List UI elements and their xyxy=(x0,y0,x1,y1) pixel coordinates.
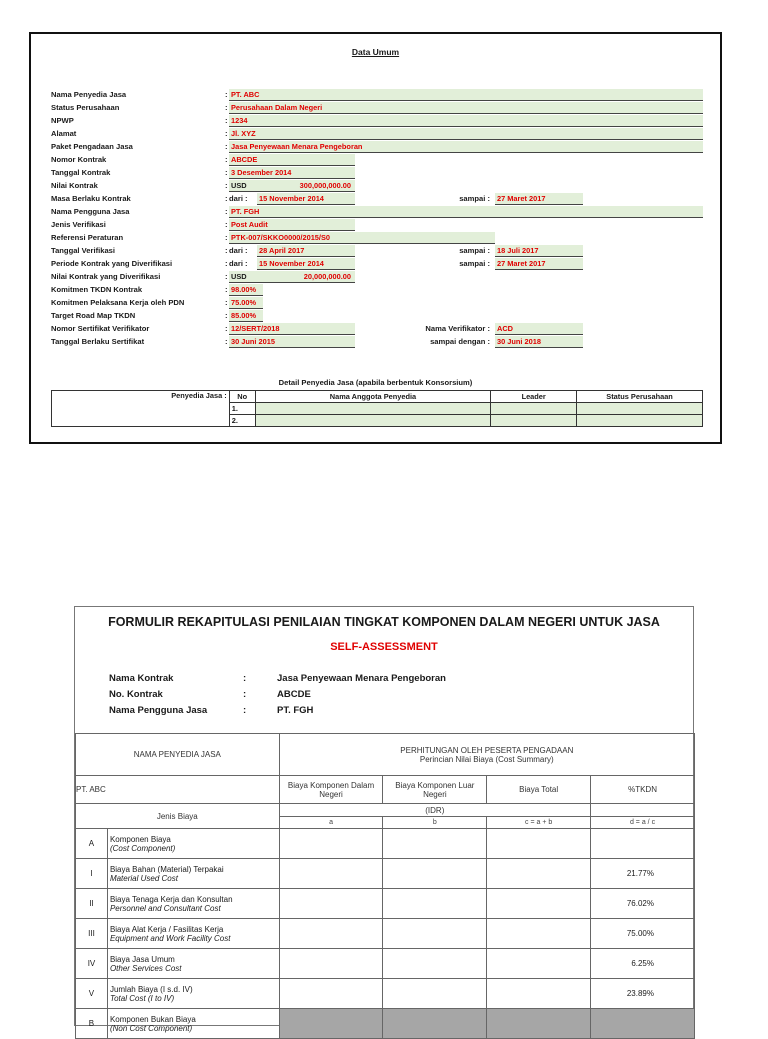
field-value[interactable]: Jasa Penyewaan Menara Pengeboran xyxy=(229,141,703,153)
formulir-title: FORMULIR REKAPITULASI PENILAIAN TINGKAT KOMPONEN DALAM NEGERI UNTUK JASA xyxy=(108,615,660,629)
field-value[interactable]: PT. FGH xyxy=(229,206,703,218)
penyedia-jasa-label: Penyedia Jasa : xyxy=(52,391,230,427)
field-label: Periode Kontrak yang Diverifikasi xyxy=(51,259,173,268)
field-label: Alamat xyxy=(51,129,77,138)
cell-dn xyxy=(279,1009,383,1039)
field-label: Nama Penyedia Jasa xyxy=(51,90,127,99)
field-label: Nilai Kontrak xyxy=(51,181,98,190)
detail-penyedia-table xyxy=(51,390,703,427)
field-colon: : xyxy=(225,220,228,229)
field-prefix: dari : xyxy=(229,259,248,268)
field-nilai-kontrak xyxy=(31,180,720,193)
row-description xyxy=(107,949,279,979)
formula-a: a xyxy=(279,817,383,829)
field-value[interactable]: 15 November 2014 xyxy=(257,258,355,270)
cell-total[interactable] xyxy=(487,889,591,919)
row-name-en: Total Cost (I to IV) xyxy=(109,993,175,1003)
field-colon: : xyxy=(225,246,228,255)
cell-dn[interactable] xyxy=(279,889,383,919)
nama-anggota-cell[interactable] xyxy=(255,415,491,427)
cell-dn[interactable] xyxy=(279,859,383,889)
field-colon: : xyxy=(225,155,228,164)
row-number: 1. xyxy=(229,403,255,415)
leader-cell[interactable] xyxy=(491,403,577,415)
row-description xyxy=(107,919,279,949)
field-mid-label: Nama Verifikator : xyxy=(425,324,490,333)
cell-total[interactable] xyxy=(487,979,591,1009)
perhitungan-title: PERHITUNGAN OLEH PESERTA PENGADAAN xyxy=(400,745,574,755)
cell-tkdn: 6.25% xyxy=(591,949,695,979)
field-colon: : xyxy=(225,324,228,333)
field-mid-label: sampai : xyxy=(459,259,490,268)
unit-blank xyxy=(591,804,695,817)
field-colon: : xyxy=(225,311,228,320)
detail-header-row xyxy=(52,391,703,403)
field-colon: : xyxy=(225,181,228,190)
row-description xyxy=(107,829,279,859)
field-value[interactable]: 3 Desember 2014 xyxy=(229,167,355,179)
col-nama-anggota: Nama Anggota Penyedia xyxy=(255,391,491,403)
field-label: Komitmen Pelaksana Kerja oleh PDN xyxy=(51,298,185,307)
cell-tkdn: 21.77% xyxy=(591,859,695,889)
col-leader: Leader xyxy=(491,391,577,403)
field-label: Target Road Map TKDN xyxy=(51,311,136,320)
field-label: NPWP xyxy=(51,116,74,125)
field-colon: : xyxy=(225,233,228,242)
field-tanggal-berlaku-sertifikat xyxy=(31,336,720,349)
cell-ln[interactable] xyxy=(383,889,487,919)
field-value-2[interactable]: 30 Juni 2018 xyxy=(495,336,583,348)
row-name: Biaya Jasa Umum xyxy=(109,954,175,964)
field-value[interactable]: ABCDE xyxy=(229,154,355,166)
status-cell[interactable] xyxy=(577,415,703,427)
cell-total[interactable] xyxy=(487,919,591,949)
status-cell[interactable] xyxy=(577,403,703,415)
detail-penyedia-title: Detail Penyedia Jasa (apabila berbentuk Konsorsium) xyxy=(278,378,473,387)
nama-penyedia-header: NAMA PENYEDIA JASA xyxy=(76,734,280,776)
info-value: Jasa Penyewaan Menara Pengeboran xyxy=(277,673,446,684)
nama-anggota-cell[interactable] xyxy=(255,403,491,415)
field-colon: : xyxy=(225,116,228,125)
table-row xyxy=(76,919,695,949)
field-label: Nomor Kontrak xyxy=(51,155,107,164)
row-code: II xyxy=(76,889,108,919)
currency-label: USD xyxy=(231,181,247,190)
field-target-road-map xyxy=(31,310,720,323)
row-name-en: Other Services Cost xyxy=(109,963,182,973)
leader-cell[interactable] xyxy=(491,415,577,427)
table-row xyxy=(76,1009,695,1039)
field-colon: : xyxy=(225,337,228,346)
field-label: Tanggal Kontrak xyxy=(51,168,111,177)
row-code: V xyxy=(76,979,108,1009)
cell-total[interactable] xyxy=(487,949,591,979)
field-referensi-peraturan xyxy=(31,232,720,245)
row-number: 2. xyxy=(229,415,255,427)
field-nomor-sertifikat xyxy=(31,323,720,336)
field-value[interactable]: 1234 xyxy=(229,115,703,127)
info-label: No. Kontrak xyxy=(109,689,163,700)
row-code: I xyxy=(76,859,108,889)
amount-value: 300,000,000.00 xyxy=(299,181,351,190)
field-komitmen-tkdn xyxy=(31,284,720,297)
provider-name: PT. ABC xyxy=(76,776,280,804)
field-value[interactable]: PT. ABC xyxy=(229,89,703,101)
row-description xyxy=(107,889,279,919)
field-value[interactable]: Jl. XYZ xyxy=(229,128,703,140)
field-npwp xyxy=(31,115,720,128)
field-value[interactable]: 75.00% xyxy=(229,297,263,309)
field-label: Tanggal Berlaku Sertifikat xyxy=(51,337,145,346)
field-colon: : xyxy=(225,194,228,203)
field-colon: : xyxy=(225,103,228,112)
row-description xyxy=(107,979,279,1009)
field-value[interactable]: 12/SERT/2018 xyxy=(229,323,355,335)
field-status-perusahaan xyxy=(31,102,720,115)
row-name-en: (Non Cost Component) xyxy=(109,1023,193,1033)
field-label: Jenis Verifikasi xyxy=(51,220,106,229)
field-colon: : xyxy=(225,207,228,216)
perhitungan-subtitle: Perincian Nilai Biaya (Cost Summary) xyxy=(419,754,554,764)
row-code: A xyxy=(76,829,108,859)
field-periode-kontrak xyxy=(31,258,720,271)
field-value[interactable]: Post Audit xyxy=(229,219,355,231)
formulir-sheet xyxy=(74,606,694,1033)
cell-dn[interactable] xyxy=(279,829,383,859)
cell-tkdn: 75.00% xyxy=(591,919,695,949)
field-value-currency[interactable] xyxy=(229,271,355,283)
field-value[interactable]: Perusahaan Dalam Negeri xyxy=(229,102,703,114)
field-prefix: dari : xyxy=(229,194,248,203)
field-label: Referensi Peraturan xyxy=(51,233,124,242)
field-nama-penyedia-jasa xyxy=(31,89,720,102)
info-colon: : xyxy=(243,673,247,684)
cell-ln[interactable] xyxy=(383,979,487,1009)
cell-ln[interactable] xyxy=(383,949,487,979)
field-value-2[interactable]: 27 Maret 2017 xyxy=(495,193,583,205)
cell-total[interactable] xyxy=(487,829,591,859)
field-alamat xyxy=(31,128,720,141)
row-code: IV xyxy=(76,949,108,979)
field-value[interactable]: 28 April 2017 xyxy=(257,245,355,257)
row-code: B xyxy=(76,1009,108,1039)
field-colon: : xyxy=(225,90,228,99)
field-mid-label: sampai : xyxy=(459,246,490,255)
row-name: Komponen Bukan Biaya xyxy=(109,1014,196,1024)
field-prefix: dari : xyxy=(229,246,248,255)
info-label: Nama Kontrak xyxy=(109,673,174,684)
currency-label: USD xyxy=(231,272,247,281)
col-tkdn: %TKDN xyxy=(591,776,695,804)
field-label: Tanggal Verifikasi xyxy=(51,246,116,255)
field-value[interactable]: PTK-007/SKKO0000/2015/S0 xyxy=(229,232,495,244)
col-biaya-total: Biaya Total xyxy=(487,776,591,804)
field-colon: : xyxy=(225,142,228,151)
cell-dn[interactable] xyxy=(279,919,383,949)
field-komitmen-pelaksana xyxy=(31,297,720,310)
field-jenis-verifikasi xyxy=(31,219,720,232)
table-row xyxy=(76,889,695,919)
unit-label: (IDR) xyxy=(279,804,590,817)
table-row xyxy=(76,979,695,1009)
cell-ln[interactable] xyxy=(383,859,487,889)
amount-value: 20,000,000.00 xyxy=(303,272,351,281)
cell-total xyxy=(487,1009,591,1039)
cell-tkdn: 23.89% xyxy=(591,979,695,1009)
field-value[interactable]: 98.00% xyxy=(229,284,263,296)
col-biaya-ln: Biaya Komponen Luar Negeri xyxy=(383,776,487,804)
info-value: ABCDE xyxy=(277,689,311,700)
row-description xyxy=(107,1009,279,1039)
field-colon: : xyxy=(225,259,228,268)
field-mid-label: sampai : xyxy=(459,194,490,203)
data-umum-sheet xyxy=(29,32,722,444)
cell-total[interactable] xyxy=(487,859,591,889)
field-value-currency[interactable] xyxy=(229,180,355,192)
row-name: Komponen Biaya xyxy=(109,834,171,844)
cell-dn[interactable] xyxy=(279,979,383,1009)
field-value[interactable]: 15 November 2014 xyxy=(257,193,355,205)
header-row-2 xyxy=(76,776,695,804)
row-name: Biaya Bahan (Material) Terpakai xyxy=(109,864,224,874)
info-colon: : xyxy=(243,705,247,716)
field-label: Nomor Sertifikat Verifikator xyxy=(51,324,150,333)
field-nama-pengguna-jasa xyxy=(31,206,720,219)
field-label: Status Perusahaan xyxy=(51,103,120,112)
field-colon: : xyxy=(225,285,228,294)
formulir-subtitle: SELF-ASSESSMENT xyxy=(330,641,438,653)
row-code: III xyxy=(76,919,108,949)
field-colon: : xyxy=(225,168,228,177)
col-no: No xyxy=(229,391,255,403)
cell-tkdn xyxy=(591,1009,695,1039)
field-nomor-kontrak xyxy=(31,154,720,167)
row-description xyxy=(107,859,279,889)
formula-c: c = a + b xyxy=(487,817,591,829)
cell-ln[interactable] xyxy=(383,919,487,949)
field-label: Komitmen TKDN Kontrak xyxy=(51,285,143,294)
perhitungan-header xyxy=(279,734,694,776)
table-row xyxy=(76,949,695,979)
table-row xyxy=(76,859,695,889)
cell-ln xyxy=(383,1009,487,1039)
data-umum-title: Data Umum xyxy=(351,47,400,57)
field-label: Masa Berlaku Kontrak xyxy=(51,194,131,203)
field-label: Paket Pengadaan Jasa xyxy=(51,142,133,151)
field-colon: : xyxy=(225,298,228,307)
formula-b: b xyxy=(383,817,487,829)
col-status-perusahaan: Status Perusahaan xyxy=(577,391,703,403)
cell-ln[interactable] xyxy=(383,829,487,859)
row-name: Biaya Alat Kerja / Fasilitas Kerja xyxy=(109,924,224,934)
field-colon: : xyxy=(225,129,228,138)
table-row xyxy=(76,829,695,859)
jenis-biaya-header: Jenis Biaya xyxy=(76,804,280,829)
field-masa-berlaku-kontrak xyxy=(31,193,720,206)
field-nilai-kontrak-diverifikasi xyxy=(31,271,720,284)
field-value-2[interactable]: 18 Juli 2017 xyxy=(495,245,583,257)
cell-tkdn: 76.02% xyxy=(591,889,695,919)
row-name: Biaya Tenaga Kerja dan Konsultan xyxy=(109,894,233,904)
field-value-2[interactable]: ACD xyxy=(495,323,583,335)
info-colon: : xyxy=(243,689,247,700)
row-name-en: Personnel and Consultant Cost xyxy=(109,903,221,913)
cell-dn[interactable] xyxy=(279,949,383,979)
field-label: Nama Pengguna Jasa xyxy=(51,207,130,216)
header-row-3 xyxy=(76,804,695,817)
field-value-2[interactable]: 27 Maret 2017 xyxy=(495,258,583,270)
row-name-en: Equipment and Work Facility Cost xyxy=(109,933,231,943)
field-value[interactable]: 30 Juni 2015 xyxy=(229,336,355,348)
field-paket-pengadaan xyxy=(31,141,720,154)
field-mid-label: sampai dengan : xyxy=(430,337,490,346)
header-row-1 xyxy=(76,734,695,776)
info-value: PT. FGH xyxy=(277,705,314,716)
cell-tkdn xyxy=(591,829,695,859)
formula-d: d = a / c xyxy=(591,817,695,829)
info-label: Nama Pengguna Jasa xyxy=(109,705,208,716)
field-tanggal-verifikasi xyxy=(31,245,720,258)
field-colon: : xyxy=(225,272,228,281)
row-name-en: (Cost Component) xyxy=(109,843,176,853)
field-tanggal-kontrak xyxy=(31,167,720,180)
col-biaya-dn: Biaya Komponen Dalam Negeri xyxy=(279,776,383,804)
rekap-table xyxy=(75,733,695,1039)
field-label: Nilai Kontrak yang Diverifikasi xyxy=(51,272,161,281)
field-value[interactable]: 85.00% xyxy=(229,310,263,322)
row-name: Jumlah Biaya (I s.d. IV) xyxy=(109,984,193,994)
row-name-en: Material Used Cost xyxy=(109,873,178,883)
